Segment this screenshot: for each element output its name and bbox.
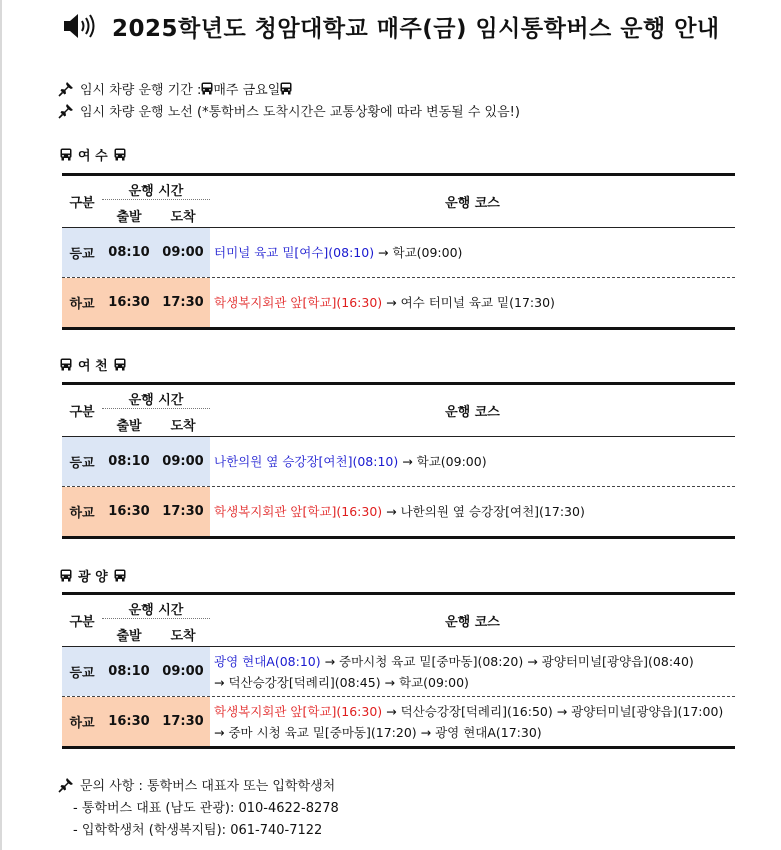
table-header: [62, 595, 735, 646]
header-divider: [102, 408, 210, 409]
schedule-table: [62, 173, 735, 330]
table-header: [62, 176, 735, 227]
course-segment: → 여수 터미널 육교 밑(17:30): [382, 295, 555, 310]
row-arrive: 17:30: [162, 504, 204, 519]
section-heading: [60, 355, 126, 374]
table-row: [62, 696, 735, 746]
row-type: 등교: [69, 247, 95, 262]
row-depart: 16:30: [108, 714, 150, 729]
row-time-cell: [62, 487, 210, 536]
page-title: [62, 8, 720, 44]
header-gubun: 구분: [69, 615, 95, 630]
contact-heading: 문의 사항 : 통학버스 대표자 또는 입학학생처: [80, 779, 336, 794]
row-course: [210, 697, 735, 746]
header-time: 운행 시간: [128, 603, 184, 618]
table-row: [62, 436, 735, 486]
row-course: [210, 278, 735, 327]
header-arrive: 도착: [170, 419, 196, 434]
header-divider: [102, 618, 210, 619]
course-segment: → 중마 시청 육교 밑[중마동](17:20) → 광영 현대A(17:30): [214, 724, 542, 740]
course-segment: 학생복지회관 앞[학교](16:30): [214, 295, 383, 310]
course-line: [214, 451, 735, 472]
course-segment: → 나한의원 옆 승강장[여천](17:30): [382, 504, 585, 519]
row-course: [210, 228, 735, 277]
header-depart: 출발: [116, 419, 142, 434]
header-time: 운행 시간: [128, 184, 184, 199]
row-course: [210, 487, 735, 536]
pushpin-icon: [58, 103, 74, 119]
row-course: [210, 437, 735, 486]
row-arrive: 17:30: [162, 295, 204, 310]
section-name: 여 천: [78, 359, 108, 374]
row-time-cell: [62, 647, 210, 696]
table-row: [62, 227, 735, 277]
section-heading: [60, 145, 126, 164]
course-segment: → 중마시청 육교 밑[중마동](08:20) → 광양터미널[광양읍](08:40): [320, 653, 694, 669]
route-note: 임시 차량 운행 노선 (*통학버스 도착시간은 교통상황에 따라 변동될 수 있음!): [80, 105, 520, 120]
contact-bus-rep: - 통학버스 대표 (남도 관광): 010-4622-8278: [73, 801, 339, 816]
page-left-border: [0, 0, 2, 850]
header-course: 운행 코스: [445, 405, 500, 420]
course-line: [214, 651, 735, 672]
row-arrive: 09:00: [162, 245, 204, 260]
pushpin-icon: [58, 81, 74, 97]
row-arrive: 09:00: [162, 454, 204, 469]
bus-icon: [60, 569, 72, 582]
schedule-table: [62, 382, 735, 539]
course-segment: 나한의원 옆 승강장[여천](08:10): [214, 454, 399, 469]
course-segment: → 학교(09:00): [398, 454, 487, 469]
course-segment: → 덕산승강장[덕례리](08:45) → 학교(09:00): [214, 674, 469, 690]
header-arrive: 도착: [170, 629, 196, 644]
course-line: [214, 701, 735, 722]
row-depart: 08:10: [108, 454, 150, 469]
table-row: [62, 486, 735, 536]
course-segment: 학생복지회관 앞[학교](16:30): [214, 703, 383, 719]
row-time-cell: [62, 697, 210, 746]
row-type: 등교: [69, 456, 95, 471]
course-line: [214, 722, 735, 743]
course-segment: 광영 현대A(08:10): [214, 653, 321, 669]
row-type: 하교: [69, 716, 95, 731]
course-segment: → 덕산승강장[덕례리](16:50) → 광양터미널[광양읍](17:00): [382, 703, 724, 719]
header-arrive: 도착: [170, 210, 196, 225]
section-heading: [60, 566, 126, 585]
row-type: 등교: [69, 666, 95, 681]
row-arrive: 09:00: [162, 664, 204, 679]
row-type: 하교: [69, 297, 95, 312]
bus-icon: [114, 569, 126, 582]
row-depart: 16:30: [108, 504, 150, 519]
header-course: 운행 코스: [445, 615, 500, 630]
schedule-table: [62, 592, 735, 749]
table-header: [62, 385, 735, 436]
course-line: [214, 672, 735, 693]
contact-office: - 입학학생처 (학생복지팀): 061-740-7122: [73, 823, 323, 838]
header-depart: 출발: [116, 629, 142, 644]
period-value: 매주 금요일: [213, 83, 281, 98]
course-segment: 학생복지회관 앞[학교](16:30): [214, 504, 383, 519]
course-segment: → 학교(09:00): [374, 245, 463, 260]
bus-icon: [201, 82, 213, 95]
row-depart: 08:10: [108, 245, 150, 260]
course-line: [214, 292, 735, 313]
header-gubun: 구분: [69, 196, 95, 211]
bus-icon: [280, 82, 292, 95]
row-arrive: 17:30: [162, 714, 204, 729]
header-depart: 출발: [116, 210, 142, 225]
row-course: [210, 647, 735, 696]
header-time: 운행 시간: [128, 393, 184, 408]
header-course: 운행 코스: [445, 196, 500, 211]
header-gubun: 구분: [69, 405, 95, 420]
pushpin-icon: [58, 777, 74, 793]
bus-icon: [114, 358, 126, 371]
row-time-cell: [62, 278, 210, 327]
course-segment: 터미널 육교 밑[여수](08:10): [214, 245, 375, 260]
contact-heading-line: [58, 775, 335, 794]
row-time-cell: [62, 228, 210, 277]
route-note-line: [58, 101, 520, 120]
row-depart: 16:30: [108, 295, 150, 310]
title-text: 2025학년도 청암대학교 매주(금) 임시통학버스 운행 안내: [112, 15, 720, 42]
header-divider: [102, 199, 210, 200]
bus-icon: [60, 148, 72, 161]
period-label: 임시 차량 운행 기간 :: [80, 83, 202, 98]
row-depart: 08:10: [108, 664, 150, 679]
section-name: 여 수: [78, 149, 108, 164]
table-row: [62, 277, 735, 327]
speaker-icon: [62, 12, 96, 40]
table-row: [62, 646, 735, 696]
row-type: 하교: [69, 506, 95, 521]
bus-icon: [60, 358, 72, 371]
course-line: [214, 242, 735, 263]
period-line: [58, 79, 292, 98]
course-line: [214, 501, 735, 522]
section-name: 광 양: [78, 570, 108, 585]
bus-icon: [114, 148, 126, 161]
row-time-cell: [62, 437, 210, 486]
